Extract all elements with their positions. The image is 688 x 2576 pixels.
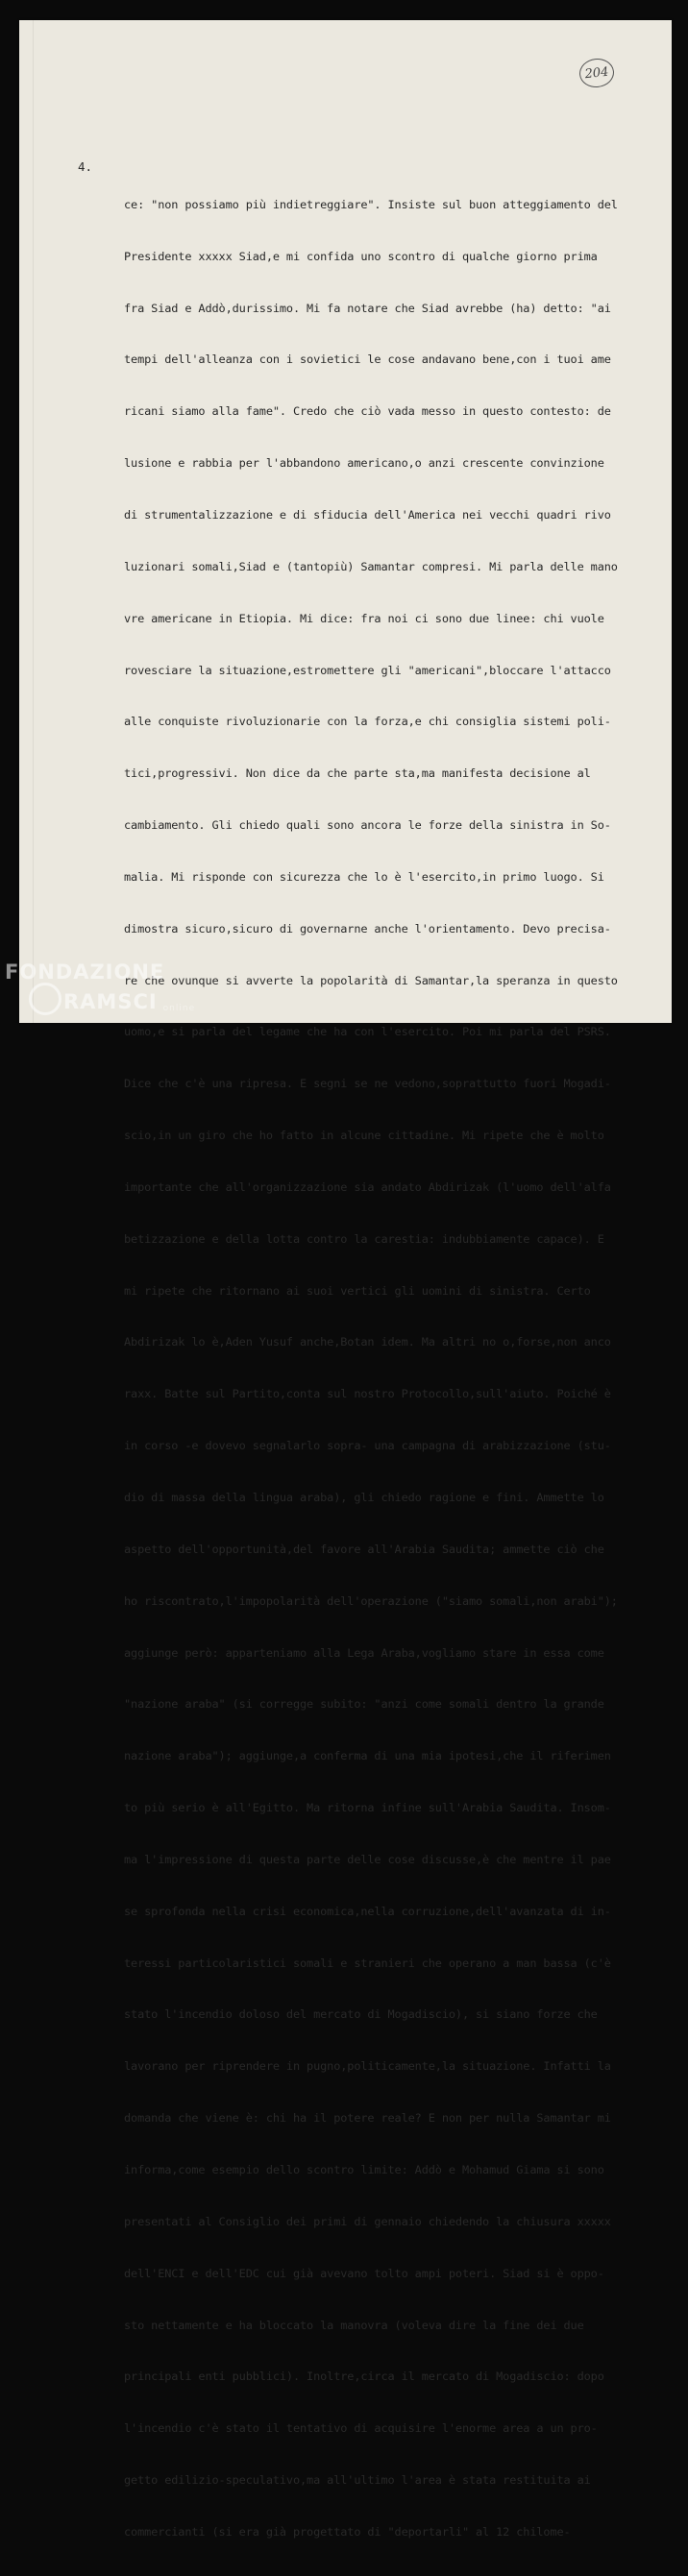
text-line: malia. Mi risponde con sicurezza che lo è l'esercito,in primo luogo. Si (124, 869, 604, 884)
text-line: Presidente xxxxx Siad,e mi confida uno scontro di qualche giorno prima (124, 249, 598, 263)
paragraph-number: 4. (78, 159, 93, 174)
text-line: dimostra sicuro,sicuro di governarne anche l'orientamento. Devo precisa- (124, 921, 611, 936)
text-line: importante che all'organizzazione sia andato Abdirizak (l'uomo dell'alfa (124, 1179, 611, 1194)
text-line: stato l'incendio doloso del mercato di Mogadiscio), si siano forze che (124, 2007, 598, 2022)
text-line: scio,in un giro che ho fatto in alcune cittadine. Mi ripete che è molto (124, 1129, 604, 1143)
text-line: fra Siad e Addò,durissimo. Mi fa notare che Siad avrebbe (ha) detto: "ai (124, 301, 611, 315)
text-line: raxx. Batte sul Partito,conta sul nostro Protocollo,sull'aiuto. Poiché è (124, 1387, 611, 1401)
text-line: cambiamento. Gli chiedo quali sono ancora le forze della sinistra in So- (124, 818, 611, 833)
text-line: luzionari somali,Siad e (tantopiù) Samantar compresi. Mi parla delle mano (124, 559, 618, 573)
text-line: tici,progressivi. Non dice da che parte sta,ma manifesta decisione al (124, 766, 591, 781)
text-line: presentati al Consiglio dei primi di gennaio chiedendo la chiusura xxxxx (124, 2214, 611, 2228)
text-line: ce: "non possiamo più indietreggiare". Insiste sul buon atteggiamento del (124, 197, 618, 211)
text-line: aspetto dell'opportunità,del favore all'Arabia Saudita; ammette ciò che (124, 1542, 604, 1556)
text-line: Abdirizak lo è,Aden Yusuf anche,Botan idem. Ma altri no o,forse,non anco (124, 1335, 611, 1349)
text-line: dell'ENCI e dell'EDC cui già avevano tolto ampi poteri. Siad si è oppo- (124, 2266, 604, 2280)
text-line: alle conquiste rivoluzionarie con la forza,e chi consiglia sistemi poli- (124, 715, 611, 729)
typewritten-text (124, 162, 667, 2576)
text-line: se sprofonda nella crisi economica,nella corruzione,dell'avanzata di in- (124, 1904, 611, 1918)
text-line: in corso -e dovevo segnalarlo sopra- una campagna di arabizzazione (stu- (124, 1439, 611, 1453)
text-line: getto edilizio-speculativo,ma all'ultimo l'area è stata restituita ai (124, 2473, 591, 2488)
text-line: Dice che c'è una ripresa. E segni se ne vedono,soprattutto fuori Mogadi- (124, 1077, 611, 1091)
text-line: l'incendio c'è stato il tentativo di acquisire l'enorme area a un pro- (124, 2421, 598, 2436)
text-line: re che ovunque si avverte la popolarità di Samantar,la speranza in questo (124, 973, 618, 987)
text-line: ho riscontrato,l'impopolarità dell'operazione ("siamo somali,non arabi"); (124, 1593, 618, 1608)
text-line: ma l'impressione di questa parte delle cose discusse,è che mentre il pae (124, 1852, 611, 1866)
text-line: lusione e rabbia per l'abbandono americano,o anzi crescente convinzione (124, 456, 604, 471)
page-number-stamp (578, 57, 616, 89)
fondazione-gramsci-watermark (5, 960, 195, 1020)
watermark-suffix: online (162, 1004, 196, 1013)
text-line: lavorano per riprendere in pugno,politicamente,la situazione. Infatti la (124, 2059, 611, 2074)
text-line: tempi dell'alleanza con i sovietici le cose andavano bene,con i tuoi ame (124, 352, 611, 367)
text-line: principali enti pubblici). Inoltre,circa il mercato di Mogadiscio: dopo (124, 2369, 604, 2384)
text-line: mi ripete che ritornano ai suoi vertici gli uomini di sinistra. Certo (124, 1283, 591, 1298)
text-line: nazione araba"); aggiunge,a conferma di una mia ipotesi,che il riferimen (124, 1749, 611, 1763)
text-line: teressi particolaristici somali e stranieri che operano a man bassa (c'è (124, 1956, 611, 1970)
text-line: informa,come esempio dello scontro limite: Addò e Mohamud Giama si sono (124, 2162, 604, 2176)
text-line: uomo,e si parla del legame che ha con l'esercito. Poi mi parla del PSRS. (124, 1025, 611, 1039)
watermark-line-1: FONDAZIONE (5, 960, 165, 984)
text-line: aggiunge però: apparteniamo alla Lega Araba,vogliamo stare in essa come (124, 1645, 604, 1660)
text-line: sto nettamente e ha bloccato la manovra (voleva dire la fine dei due (124, 2318, 584, 2332)
page-number-stamp-text: 204 (583, 64, 610, 82)
watermark-line-2: RAMSCI (63, 990, 158, 1013)
text-line: betizzazione e della lotta contro la carestia: indubbiamente capace). E (124, 1231, 604, 1246)
gramsci-g-logo-icon (29, 983, 61, 1015)
text-line: to più serio è all'Egitto. Ma ritorna infine sull'Arabia Saudita. Insom- (124, 1801, 611, 1815)
text-line: "nazione araba" (si corregge subito: "anzi come somali dentro la grande (124, 1697, 604, 1712)
text-line: ricani siamo alla fame". Credo che ciò vada messo in questo contesto: de (124, 404, 611, 419)
text-line: commercianti (si era già progettato di "deportarli" al 12 chilome- (124, 2524, 571, 2539)
text-line: vre americane in Etiopia. Mi dice: fra noi ci sono due linee: chi vuole (124, 611, 604, 625)
text-line: dio di massa della lingua araba), gli chiedo ragione e fini. Ammette lo (124, 1491, 604, 1504)
document-page (19, 20, 672, 2539)
text-line: rovesciare la situazione,estromettere gli "americani",bloccare l'attacco (124, 663, 611, 677)
watermark-line-2-row (29, 984, 195, 1020)
text-line: di strumentalizzazione e di sfiducia dell'America nei vecchi quadri rivo (124, 507, 611, 522)
text-line: domanda che viene è: chi ha il potere reale? E non per nulla Samantar mi (124, 2111, 611, 2126)
